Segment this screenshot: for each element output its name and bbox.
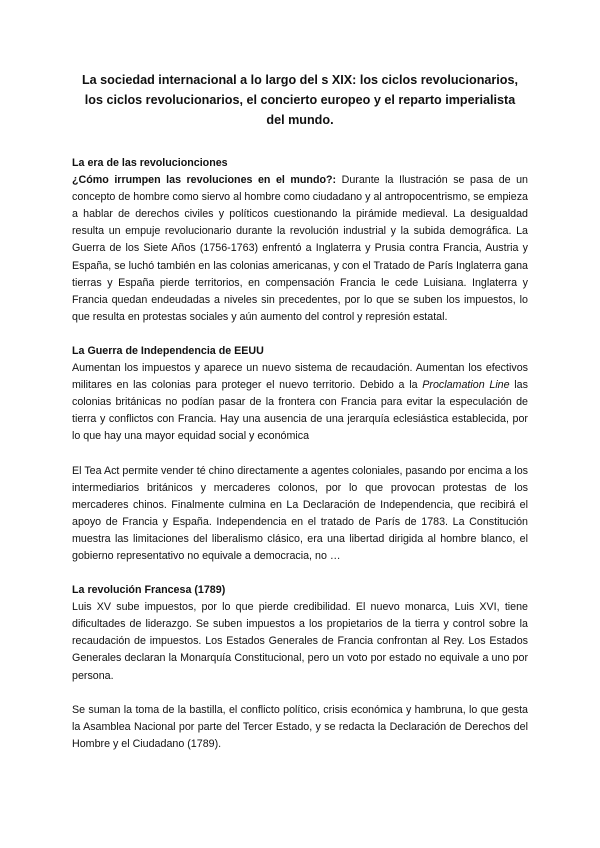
paragraph-text: las colonias británicas no podían pasar de la frontera con Francia para evitar la especulación de tierra y conflictos con Francia. Hay una ausencia de una jerarquía eclesiástica establecida, por lo que hay una mayor equidad social y económica	[72, 379, 528, 443]
paragraph	[72, 360, 528, 445]
paragraph: El Tea Act permite vender té chino directamente a agentes coloniales, pasando por encima a los intermediarios británicos y mercaderes colonos, por lo que provocan protestas de los mercaderes chinos. Finalmente culmina en La Declaración de Independencia, que recibirá el apoyo de Francia y España. Independencia en el tratado de París de 1783. La Constitución muestra las limitaciones del liberalismo clásico, era una libertad dirigida al hombre blanco, el gobierno representativo no equivale a democracia, no …	[72, 464, 528, 562]
section-heading: La era de las revolucionciones	[72, 157, 228, 169]
paragraph	[72, 172, 528, 326]
paragraph: Se suman la toma de la bastilla, el conflicto político, crisis económica y hambruna, lo que gesta la Asamblea Nacional por parte del Tercer Estado, y se redacta la Declaración de Derechos del Hombre y el Ciudadano (1789).	[72, 703, 528, 750]
section-era-revoluciones	[72, 155, 528, 326]
section-heading: La Guerra de Independencia de EEUU	[72, 344, 264, 357]
lead-question: ¿Cómo irrumpen las revoluciones en el mundo?:	[72, 174, 337, 187]
italic-term: Proclamation Line	[422, 379, 510, 392]
paragraph: Luis XV sube impuestos, por lo que pierde credibilidad. El nuevo monarca, Luis XVI, tiene dificultades de liderazgo. Se suben impuestos a los propietarios de la tierra y control sobre la recaudación de impuestos. Los Estados Generales de Francia confrontan al Rey. Los Estados Generales declaran la Monarquía Constitucional, pero un voto por estado no equivale a uno por persona.	[72, 601, 528, 682]
section-independencia-eeuu	[72, 343, 528, 565]
paragraph-text: Aumentan los impuestos y aparece un nuevo sistema de recaudación. Aumentan los efectivos militares en las colonias para proteger el nuevo territorio. Debido a la	[72, 362, 528, 392]
document-title: La sociedad internacional a lo largo del s XIX: los ciclos revolucionarios, los ciclos revolucionarios, el concierto europeo y el reparto imperialista del mundo.	[81, 73, 518, 127]
section-heading: La revolución Francesa (1789)	[72, 584, 226, 597]
document-page	[72, 70, 528, 753]
paragraph-text: Durante la Ilustración se pasa de un concepto de hombre como siervo al hombre como ciudadano y al antropocentrismo, se empieza a hablar de derechos civiles y políticos cuestionando la pirámide medieval. La desigualdad resulta un empuje revolucionario durante la revolución industrial y la subida demográfica. La Guerra de los Siete Años (1756-1763) enfrentó a Inglaterra y Prusia contra Francia, Austria y España, se luchó también en las colonias americanas, y con el Tratado de París Inglaterra gana tierras y España pierde territorios, en compensación Francia le cede Luisiana. Inglaterra y Francia quedan endeudadas a niveles sin precedentes, por lo que se suben los impuestos, lo que resulta en protestas sociales y aún aumento del control y represión estatal.	[72, 174, 528, 323]
section-revolucion-francesa	[72, 582, 528, 753]
